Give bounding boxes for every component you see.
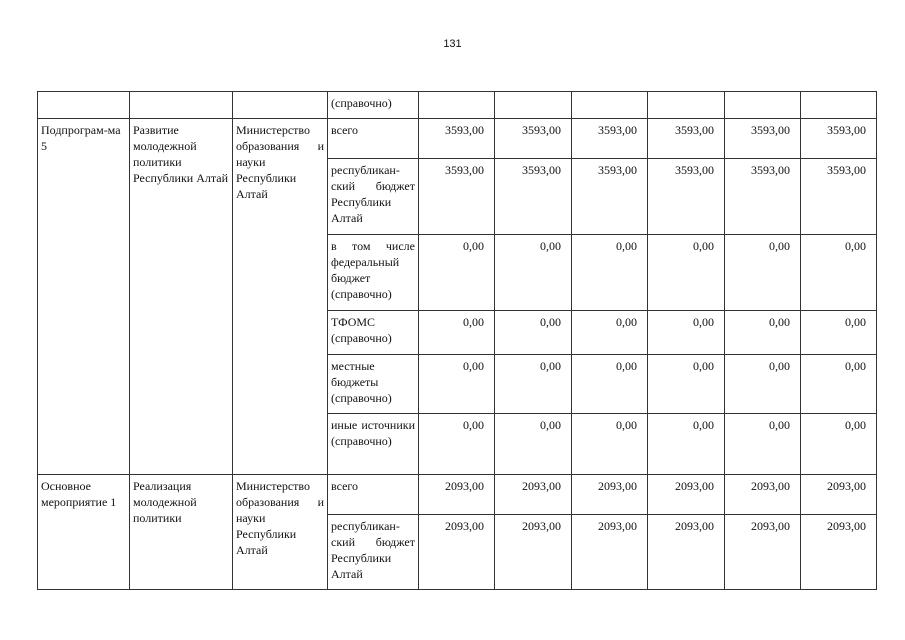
value-cell bbox=[572, 92, 648, 119]
value-cell: 3593,00 bbox=[419, 119, 495, 159]
value-cell: 3593,00 bbox=[801, 159, 877, 235]
value-cell: 2093,00 bbox=[801, 515, 877, 590]
value-cell: 0,00 bbox=[801, 235, 877, 311]
value-cell: 3593,00 bbox=[572, 119, 648, 159]
budget-table bbox=[37, 91, 877, 590]
name-cell bbox=[130, 92, 233, 119]
source-cell: ТФОМС (справочно) bbox=[328, 311, 419, 355]
value-cell: 0,00 bbox=[648, 235, 725, 311]
value-cell: 0,00 bbox=[801, 355, 877, 414]
source-cell: республикан-ский бюджет Республики Алтай bbox=[328, 515, 419, 590]
value-cell: 2093,00 bbox=[419, 475, 495, 515]
value-cell: 2093,00 bbox=[648, 515, 725, 590]
value-cell: 2093,00 bbox=[572, 515, 648, 590]
source-cell: республикан-ский бюджет Республики Алтай bbox=[328, 159, 419, 235]
value-cell: 2093,00 bbox=[725, 475, 801, 515]
value-cell: 3593,00 bbox=[648, 119, 725, 159]
value-cell: 2093,00 bbox=[572, 475, 648, 515]
value-cell: 0,00 bbox=[419, 414, 495, 475]
table-row bbox=[38, 475, 877, 515]
source-cell: иные источники (справочно) bbox=[328, 414, 419, 475]
value-cell: 0,00 bbox=[572, 235, 648, 311]
value-cell: 0,00 bbox=[725, 355, 801, 414]
value-cell: 0,00 bbox=[419, 235, 495, 311]
name-cell: Реализация молодежной политики bbox=[130, 475, 233, 590]
value-cell: 2093,00 bbox=[801, 475, 877, 515]
value-cell: 0,00 bbox=[572, 311, 648, 355]
value-cell bbox=[495, 92, 572, 119]
code-cell: Подпрограм-ма 5 bbox=[38, 119, 130, 475]
value-cell: 2093,00 bbox=[648, 475, 725, 515]
value-cell: 0,00 bbox=[495, 311, 572, 355]
value-cell: 0,00 bbox=[495, 414, 572, 475]
value-cell: 0,00 bbox=[801, 311, 877, 355]
value-cell bbox=[801, 92, 877, 119]
table-body bbox=[38, 92, 877, 590]
source-cell: (справочно) bbox=[328, 92, 419, 119]
value-cell: 0,00 bbox=[725, 414, 801, 475]
table-row bbox=[38, 92, 877, 119]
value-cell: 3593,00 bbox=[801, 119, 877, 159]
code-cell bbox=[38, 92, 130, 119]
executor-cell: Министерство образования и науки Республики Алтай bbox=[233, 119, 328, 475]
value-cell: 0,00 bbox=[801, 414, 877, 475]
executor-cell: Министерство образования и науки Республики Алтай bbox=[233, 475, 328, 590]
source-cell: всего bbox=[328, 475, 419, 515]
value-cell: 0,00 bbox=[419, 355, 495, 414]
code-cell: Основное мероприятие 1 bbox=[38, 475, 130, 590]
page-number: 131 bbox=[443, 38, 462, 50]
value-cell: 0,00 bbox=[648, 414, 725, 475]
value-cell bbox=[725, 92, 801, 119]
value-cell: 3593,00 bbox=[419, 159, 495, 235]
value-cell: 0,00 bbox=[648, 355, 725, 414]
value-cell: 0,00 bbox=[572, 414, 648, 475]
value-cell bbox=[648, 92, 725, 119]
value-cell: 0,00 bbox=[648, 311, 725, 355]
table-row bbox=[38, 119, 877, 159]
name-cell: Развитие молодежной политики Республики Алтай bbox=[130, 119, 233, 475]
value-cell: 0,00 bbox=[572, 355, 648, 414]
executor-cell bbox=[233, 92, 328, 119]
value-cell: 3593,00 bbox=[495, 119, 572, 159]
value-cell: 0,00 bbox=[495, 235, 572, 311]
value-cell: 0,00 bbox=[419, 311, 495, 355]
value-cell: 2093,00 bbox=[725, 515, 801, 590]
value-cell: 3593,00 bbox=[648, 159, 725, 235]
value-cell: 3593,00 bbox=[572, 159, 648, 235]
value-cell: 0,00 bbox=[725, 235, 801, 311]
value-cell bbox=[419, 92, 495, 119]
value-cell: 2093,00 bbox=[495, 515, 572, 590]
value-cell: 0,00 bbox=[495, 355, 572, 414]
value-cell: 3593,00 bbox=[725, 119, 801, 159]
value-cell: 3593,00 bbox=[495, 159, 572, 235]
source-cell: всего bbox=[328, 119, 419, 159]
source-cell: в том числе федеральный бюджет (справочно) bbox=[328, 235, 419, 311]
value-cell: 2093,00 bbox=[419, 515, 495, 590]
value-cell: 0,00 bbox=[725, 311, 801, 355]
value-cell: 2093,00 bbox=[495, 475, 572, 515]
value-cell: 3593,00 bbox=[725, 159, 801, 235]
source-cell: местные бюджеты (справочно) bbox=[328, 355, 419, 414]
